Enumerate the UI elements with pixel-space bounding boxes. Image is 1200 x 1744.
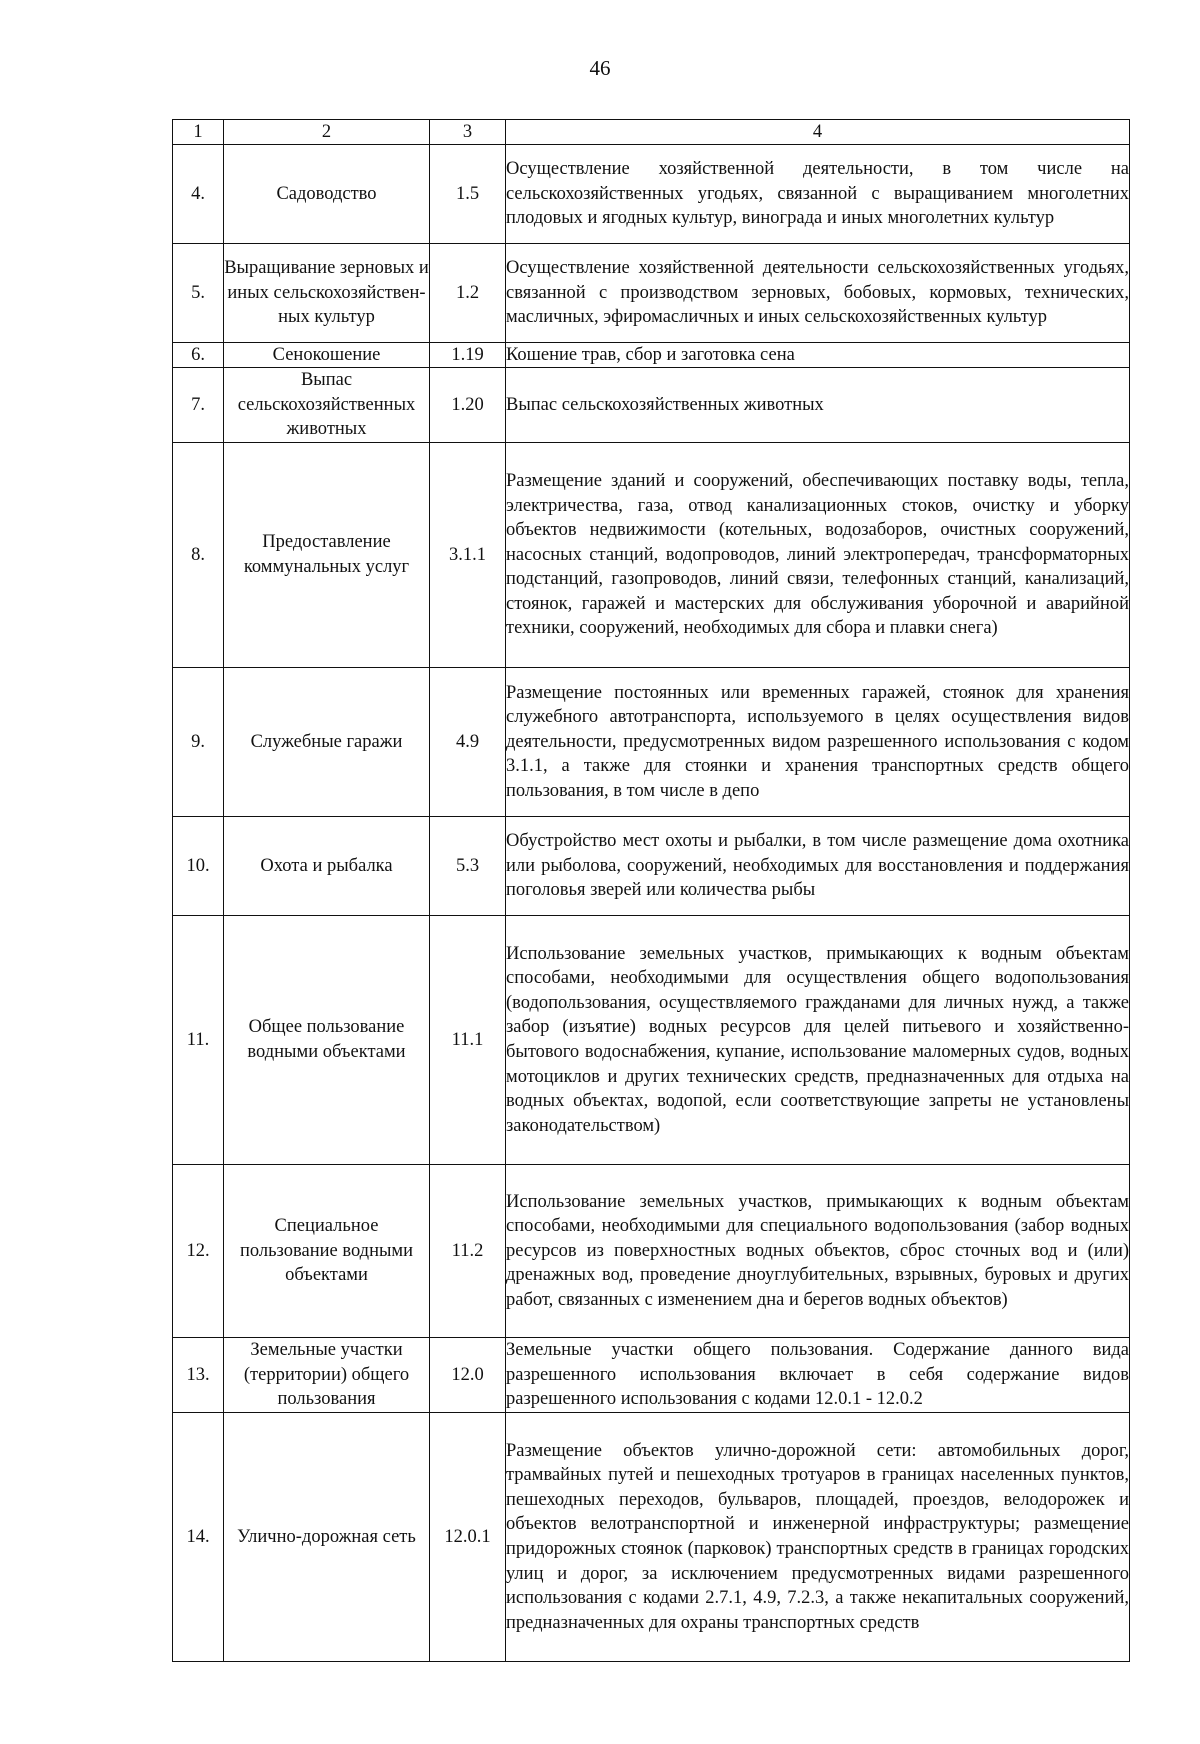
land-use-name: Улично-дорожная сеть [224,1413,430,1662]
table-row [173,817,1130,916]
land-use-code: 1.19 [430,343,506,368]
land-use-code: 3.1.1 [430,443,506,668]
row-number: 5. [173,244,224,343]
page-number: 46 [589,56,611,80]
land-use-description: Кошение трав, сбор и заготовка сена [506,343,1130,368]
land-use-code: 4.9 [430,668,506,817]
land-use-name: Садоводство [224,145,430,244]
header-col-3: 3 [430,120,506,145]
land-use-description: Размещение зданий и сооружений, обеспечивающих поставку воды, тепла, электричества, газа, отвод канализационных стоков, очистку и уборку объектов недвижимости (котельных, водозаборов, очистных сооружений, насосных станций, водопроводов, линий электропередач, трансформаторных подстанций, газопроводов, линий связи, телефонных станций, канализаций, стоянок, гаражей и мастерских для обслуживания уборочной и аварийной техники, сооружений, необходимых для сбора и плавки снега) [506,443,1130,668]
land-use-description: Выпас сельскохозяйственных животных [506,368,1130,443]
table-row [173,668,1130,817]
land-use-description: Обустройство мест охоты и рыбалки, в том числе размещение дома охотника или рыболова, сооружений, необходимых для восстановления и поддержания поголовья зверей или количества рыбы [506,817,1130,916]
land-use-code: 1.5 [430,145,506,244]
land-use-code: 1.20 [430,368,506,443]
table-row [173,145,1130,244]
row-number: 13. [173,1338,224,1413]
table-row [173,343,1130,368]
land-use-description: Осуществление хозяйственной деятельности сельскохозяйственных угодьях, связанной с производством зерновых, бобовых, кормовых, технических, масличных, эфиромасличных и иных сельскохозяйственных культур [506,244,1130,343]
table-header-row [173,120,1130,145]
land-use-code: 12.0 [430,1338,506,1413]
row-number: 6. [173,343,224,368]
table-row [173,443,1130,668]
land-use-table [172,119,1130,1662]
land-use-name: Служебные гаражи [224,668,430,817]
land-use-code: 11.1 [430,916,506,1165]
land-use-name: Сенокошение [224,343,430,368]
land-use-description: Земельные участки общего пользования. Содержание данного вида разрешенного использования включает в себя содержание видов разрешенного использования с кодами 12.0.1 - 12.0.2 [506,1338,1130,1413]
header-col-2: 2 [224,120,430,145]
row-number: 4. [173,145,224,244]
row-number: 10. [173,817,224,916]
table-row [173,1165,1130,1338]
land-use-name: Специальное пользование водными объектами [224,1165,430,1338]
table-row [173,916,1130,1165]
land-use-description: Размещение постоянных или временных гаражей, стоянок для хранения служебного автотранспорта, используемого в целях осуществления видов деятельности, предусмотренных видом разрешенного использования с кодом 3.1.1, а также для стоянки и хранения транспортных средств общего пользования, в том числе в депо [506,668,1130,817]
row-number: 8. [173,443,224,668]
land-use-name: Общее пользование водными объектами [224,916,430,1165]
land-use-code: 11.2 [430,1165,506,1338]
land-use-description: Использование земельных участков, примыкающих к водным объектам способами, необходимыми для осуществления общего водопользования (водопользования, осуществляемого гражданами для личных нужд, а также забор (изъятие) водных ресурсов для целей питьевого и хозяйственно-бытового водоснабжения, купание, использование маломерных судов, водных мотоциклов и других технических средств, предназначенных для отдыха на водных объектах, водопой, если соответствующие запреты не установлены законодательством) [506,916,1130,1165]
land-use-name: Выращивание зерновых и иных сельскохозяйствен-ных культур [224,244,430,343]
land-use-description: Размещение объектов улично-дорожной сети: автомобильных дорог, трамвайных путей и пешеходных тротуаров в границах населенных пунктов, пешеходных переходов, бульваров, площадей, проездов, велодорожек и объектов велотранспортной и инженерной инфраструктуры; размещение придорожных стоянок (парковок) транспортных средств в границах городских улиц и дорог, за исключением предусмотренных видами разрешенного использования с кодами 2.7.1, 4.9, 7.2.3, а также некапитальных сооружений, предназначенных для охраны транспортных средств [506,1413,1130,1662]
land-use-code: 5.3 [430,817,506,916]
land-use-name: Предоставление коммунальных услуг [224,443,430,668]
table-row [173,244,1130,343]
row-number: 12. [173,1165,224,1338]
table-row [173,1413,1130,1662]
header-col-4: 4 [506,120,1130,145]
land-use-description: Использование земельных участков, примыкающих к водным объектам способами, необходимыми для специального водопользования (забор водных ресурсов из поверхностных водных объектов, сброс сточных вод и (или) дренажных вод, проведение дноуглубительных, взрывных, буровых и других работ, связанных с изменением дна и берегов водных объектов) [506,1165,1130,1338]
land-use-description: Осуществление хозяйственной деятельности, в том числе на сельскохозяйственных угодьях, связанной с выращиванием многолетних плодовых и ягодных культур, винограда и иных многолетних культур [506,145,1130,244]
land-use-name: Земельные участки (территории) общего пользования [224,1338,430,1413]
row-number: 14. [173,1413,224,1662]
land-use-code: 12.0.1 [430,1413,506,1662]
land-use-name: Охота и рыбалка [224,817,430,916]
row-number: 7. [173,368,224,443]
land-use-code: 1.2 [430,244,506,343]
header-col-1: 1 [173,120,224,145]
row-number: 11. [173,916,224,1165]
land-use-name: Выпас сельскохозяйственных животных [224,368,430,443]
table-row [173,368,1130,443]
row-number: 9. [173,668,224,817]
table-row [173,1338,1130,1413]
